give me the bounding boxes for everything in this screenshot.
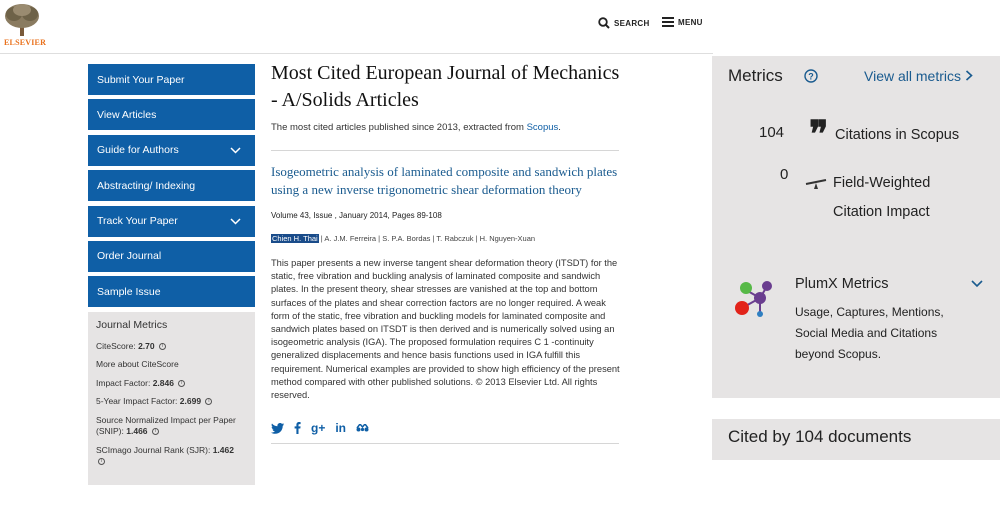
article-authors	[271, 234, 621, 243]
google-plus-icon[interactable]: g+	[311, 421, 326, 436]
divider	[271, 150, 619, 151]
info-icon[interactable]: i	[205, 398, 212, 405]
view-all-metrics-link[interactable]: View all metrics	[864, 68, 973, 84]
info-icon[interactable]: i	[152, 428, 159, 435]
sidebar-item-label: Sample Issue	[97, 285, 161, 298]
journal-metrics-box	[88, 312, 255, 485]
sidebar-item-track-paper[interactable]	[88, 206, 255, 237]
twitter-icon[interactable]	[271, 423, 284, 434]
metrics-panel-title: Metrics	[728, 66, 783, 85]
article-item	[271, 163, 621, 444]
sidebar-item-sample-issue[interactable]	[88, 276, 255, 307]
citescore-row: CiteScore: 2.70 i	[96, 341, 247, 352]
elsevier-logo[interactable]	[2, 2, 47, 47]
page-subtitle: The most cited articles published since 2013, extracted from Scopus.	[271, 122, 561, 133]
article-volume: Volume 43, Issue , January 2014, Pages 89-108	[271, 211, 442, 220]
elsevier-tree-icon	[2, 2, 42, 38]
sjr-row: SCImago Journal Rank (SJR): 1.462 i	[96, 444, 234, 465]
svg-text:?: ?	[808, 71, 814, 82]
fwci-value: 0	[780, 166, 789, 183]
page-title: Most Cited European Journal of Mechanics - A/Solids Articles	[271, 62, 620, 111]
plumx-title: PlumX Metrics	[795, 276, 889, 292]
sidebar-item-abstracting-indexing[interactable]	[88, 170, 255, 201]
sidebar-item-label: View Articles	[97, 108, 157, 121]
five-year-impact-value: 2.699	[179, 396, 202, 407]
fwci-label: Field-Weighted Citation Impact	[833, 175, 931, 220]
chevron-down-icon	[230, 218, 241, 225]
citations-label: Citations in Scopus	[835, 127, 960, 143]
sidebar-item-label: Submit Your Paper	[97, 73, 185, 86]
linkedin-icon[interactable]: in	[335, 421, 347, 436]
plumx-description: Usage, Captures, Mentions, Social Media and Citations beyond Scopus.	[795, 305, 944, 361]
sidebar-item-submit-paper[interactable]	[88, 64, 255, 95]
mendeley-icon[interactable]	[356, 424, 369, 432]
quote-icon: ❞	[809, 114, 829, 154]
five-year-impact-row: 5-Year Impact Factor: 2.699 i	[96, 396, 247, 407]
share-bar	[271, 421, 621, 435]
search-icon	[598, 17, 610, 29]
snip-row: Source Normalized Impact per Paper (SNIP): 1.466 i	[96, 414, 236, 437]
sidebar-item-label: Abstracting/ Indexing	[97, 179, 196, 192]
info-icon[interactable]: i	[159, 343, 166, 350]
article-abstract: This paper presents a new inverse tangent shear deformation theory (ITSDT) for the static, free vibration and buckling analysis of laminated composite and sandwich plates. In the present theory, shear stresses are vanished at the top and bottom surfaces of the plates and shear correction factors are no longer required. A weak form of the static, free vibration and buckling models for laminated composite and sandwich plates based on ITSDT is then derived and is numerically solved using an isogeometric analysis (IGA). The proposed formulation requires C 1 -continuity generalized displacements and hence basis functions used in IGA fulfill this requirement. Numerical examples are provided to show high efficiency of the present method compared with other published solutions. © 2013 Elsevier Ltd. All rights reserved.	[271, 258, 620, 401]
other-authors: | A. J.M. Ferreira | S. P.A. Bordas | T. Rabczuk | H. Nguyen-Xuan	[318, 234, 536, 243]
balance-scale-icon	[805, 178, 827, 190]
chevron-right-icon	[965, 70, 973, 81]
sidebar-item-guide-for-authors[interactable]	[88, 135, 255, 166]
snip-value: 1.466	[126, 426, 148, 437]
metrics-panel	[712, 56, 1000, 398]
logo-text: ELSEVIER	[4, 38, 47, 47]
menu-button[interactable]	[662, 17, 703, 27]
search-button[interactable]	[598, 17, 650, 29]
citations-count: 104	[759, 124, 785, 141]
journal-metrics-title: Journal Metrics	[96, 318, 168, 331]
citescore-value: 2.70	[138, 340, 155, 351]
hamburger-icon	[662, 17, 674, 27]
sidebar-item-order-journal[interactable]	[88, 241, 255, 272]
journal-sidebar	[88, 64, 255, 485]
cited-by-header[interactable]: Cited by 104 documents	[712, 419, 1000, 460]
more-citescore-link[interactable]: More about CiteScore	[96, 359, 179, 370]
sjr-value: 1.462	[212, 444, 234, 455]
first-author-highlighted[interactable]: Chien H. Thai	[272, 234, 318, 243]
info-icon[interactable]: i	[98, 458, 105, 465]
chevron-down-icon[interactable]	[971, 280, 983, 288]
site-header	[0, 0, 713, 54]
sidebar-item-view-articles[interactable]	[88, 99, 255, 130]
search-label: SEARCH	[614, 18, 650, 28]
sidebar-item-label: Track Your Paper	[97, 215, 178, 228]
menu-label: MENU	[678, 17, 703, 27]
scopus-link[interactable]: Scopus	[526, 122, 559, 133]
sidebar-item-label: Order Journal	[97, 250, 162, 263]
main-content	[271, 60, 621, 444]
sidebar-item-label: Guide for Authors	[97, 144, 179, 157]
info-icon[interactable]: i	[178, 380, 185, 387]
article-title-link[interactable]: Isogeometric analysis of laminated composite and sandwich plates using a new inverse trigonometric shear deformation theory	[271, 164, 618, 197]
help-icon[interactable]	[804, 69, 818, 83]
chevron-down-icon	[230, 147, 241, 154]
impact-factor-row: Impact Factor: 2.846 i	[96, 378, 247, 389]
impact-factor-value: 2.846	[152, 377, 174, 388]
facebook-icon[interactable]	[294, 422, 301, 434]
plumx-icon	[732, 276, 782, 320]
divider	[271, 443, 619, 444]
